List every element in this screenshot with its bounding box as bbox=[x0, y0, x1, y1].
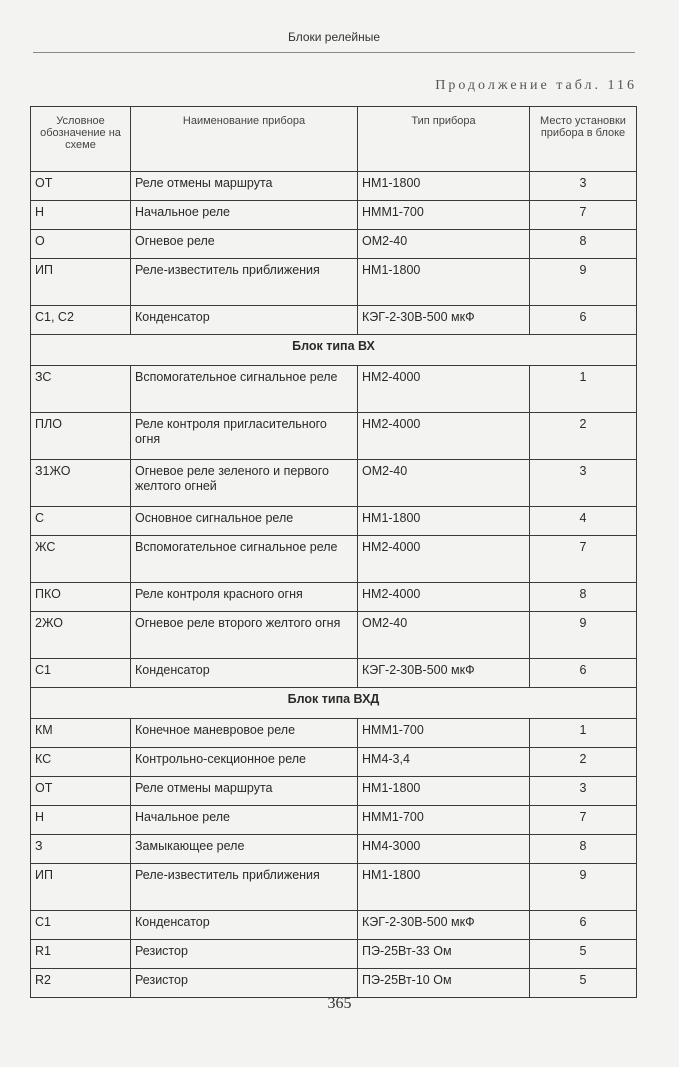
designation-cell: Н bbox=[31, 806, 131, 835]
mount-place-cell: 2 bbox=[530, 413, 637, 460]
table-row bbox=[31, 259, 637, 306]
device-type-cell: ОМ2-40 bbox=[358, 460, 530, 507]
device-type-cell: КЭГ-2-30В-500 мкФ bbox=[358, 306, 530, 335]
table-row bbox=[31, 306, 637, 335]
table-row bbox=[31, 172, 637, 201]
designation-cell: Н bbox=[31, 201, 131, 230]
device-name-cell: Конденсатор bbox=[131, 659, 358, 688]
designation-cell: О bbox=[31, 230, 131, 259]
device-name-cell: Огневое реле зеленого и первого желтого огней bbox=[131, 460, 358, 507]
device-type-cell: НМ1-1800 bbox=[358, 259, 530, 306]
table-row bbox=[31, 748, 637, 777]
mount-place-cell: 4 bbox=[530, 507, 637, 536]
designation-cell: КС bbox=[31, 748, 131, 777]
device-type-cell: НМ1-1800 bbox=[358, 507, 530, 536]
mount-place-cell: 8 bbox=[530, 230, 637, 259]
device-name-cell: Начальное реле bbox=[131, 806, 358, 835]
mount-place-cell: 3 bbox=[530, 777, 637, 806]
device-type-cell: НМ1-1800 bbox=[358, 864, 530, 911]
mount-place-cell: 3 bbox=[530, 460, 637, 507]
designation-cell: 2ЖО bbox=[31, 612, 131, 659]
relay-table bbox=[30, 106, 637, 998]
designation-cell: ОТ bbox=[31, 172, 131, 201]
page-number: 365 bbox=[327, 995, 352, 1012]
section-row bbox=[31, 688, 637, 719]
device-name-cell: Реле-известитель приближения bbox=[131, 864, 358, 911]
device-name-cell: Вспомогательное сигнальное реле bbox=[131, 366, 358, 413]
designation-cell: R1 bbox=[31, 940, 131, 969]
mount-place-cell: 2 bbox=[530, 748, 637, 777]
device-name-cell: Вспомогательное сигнальное реле bbox=[131, 536, 358, 583]
table-row bbox=[31, 460, 637, 507]
designation-cell: С1, С2 bbox=[31, 306, 131, 335]
device-name-cell: Начальное реле bbox=[131, 201, 358, 230]
table-header-row bbox=[31, 107, 637, 172]
device-type-cell: НМ4-3000 bbox=[358, 835, 530, 864]
device-type-cell: ПЭ-25Вт-33 Ом bbox=[358, 940, 530, 969]
mount-place-cell: 5 bbox=[530, 969, 637, 998]
device-name-cell: Замыкающее реле bbox=[131, 835, 358, 864]
designation-cell: ЗС bbox=[31, 366, 131, 413]
designation-cell: ЖС bbox=[31, 536, 131, 583]
mount-place-cell: 8 bbox=[530, 835, 637, 864]
device-name-cell: Огневое реле bbox=[131, 230, 358, 259]
table-row bbox=[31, 659, 637, 688]
mount-place-cell: 8 bbox=[530, 583, 637, 612]
section-title: Блок типа ВХД bbox=[31, 688, 637, 719]
device-type-cell: НМ2-4000 bbox=[358, 536, 530, 583]
device-type-cell: ОМ2-40 bbox=[358, 612, 530, 659]
device-type-cell: НМ1-1800 bbox=[358, 172, 530, 201]
device-name-cell: Реле-известитель приближения bbox=[131, 259, 358, 306]
device-type-cell: КЭГ-2-30В-500 мкФ bbox=[358, 659, 530, 688]
table-row bbox=[31, 507, 637, 536]
mount-place-cell: 7 bbox=[530, 201, 637, 230]
table-row bbox=[31, 719, 637, 748]
designation-cell: ОТ bbox=[31, 777, 131, 806]
device-name-cell: Резистор bbox=[131, 940, 358, 969]
designation-cell: С bbox=[31, 507, 131, 536]
table-row bbox=[31, 969, 637, 998]
device-type-cell: НМ2-4000 bbox=[358, 413, 530, 460]
designation-cell: КМ bbox=[31, 719, 131, 748]
device-type-cell: НМ2-4000 bbox=[358, 583, 530, 612]
mount-place-cell: 1 bbox=[530, 366, 637, 413]
device-type-cell: НММ1-700 bbox=[358, 719, 530, 748]
device-type-cell: НМ4-3,4 bbox=[358, 748, 530, 777]
mount-place-cell: 1 bbox=[530, 719, 637, 748]
mount-place-cell: 6 bbox=[530, 911, 637, 940]
designation-cell: R2 bbox=[31, 969, 131, 998]
designation-cell: С1 bbox=[31, 911, 131, 940]
table-row bbox=[31, 777, 637, 806]
table-row bbox=[31, 201, 637, 230]
designation-cell: ИП bbox=[31, 864, 131, 911]
table-row bbox=[31, 230, 637, 259]
designation-cell: ПКО bbox=[31, 583, 131, 612]
header-designation: Условное обозначение на схеме bbox=[31, 107, 131, 172]
table-body bbox=[31, 172, 637, 998]
header-mount-place: Место установки прибора в блоке bbox=[530, 107, 637, 172]
table-continuation-label: Продолжение табл. 116 bbox=[435, 78, 637, 93]
designation-cell: С1 bbox=[31, 659, 131, 688]
device-name-cell: Реле контроля пригласительного огня bbox=[131, 413, 358, 460]
mount-place-cell: 9 bbox=[530, 259, 637, 306]
device-type-cell: КЭГ-2-30В-500 мкФ bbox=[358, 911, 530, 940]
section-title: Блок типа ВХ bbox=[31, 335, 637, 366]
table-row bbox=[31, 612, 637, 659]
mount-place-cell: 5 bbox=[530, 940, 637, 969]
mount-place-cell: 6 bbox=[530, 306, 637, 335]
table-row bbox=[31, 366, 637, 413]
table-row bbox=[31, 583, 637, 612]
designation-cell: З1ЖО bbox=[31, 460, 131, 507]
table-row bbox=[31, 864, 637, 911]
device-name-cell: Реле контроля красного огня bbox=[131, 583, 358, 612]
device-name-cell: Контрольно-секционное реле bbox=[131, 748, 358, 777]
device-type-cell: ПЭ-25Вт-10 Ом bbox=[358, 969, 530, 998]
designation-cell: ИП bbox=[31, 259, 131, 306]
device-name-cell: Реле отмены маршрута bbox=[131, 777, 358, 806]
header-rule bbox=[33, 52, 635, 53]
device-name-cell: Резистор bbox=[131, 969, 358, 998]
section-row bbox=[31, 335, 637, 366]
table-row bbox=[31, 536, 637, 583]
mount-place-cell: 3 bbox=[530, 172, 637, 201]
header-device-name: Наименование прибора bbox=[131, 107, 358, 172]
table-row bbox=[31, 911, 637, 940]
device-type-cell: НММ1-700 bbox=[358, 201, 530, 230]
mount-place-cell: 7 bbox=[530, 806, 637, 835]
mount-place-cell: 9 bbox=[530, 864, 637, 911]
table-row bbox=[31, 806, 637, 835]
device-name-cell: Основное сигнальное реле bbox=[131, 507, 358, 536]
device-name-cell: Реле отмены маршрута bbox=[131, 172, 358, 201]
header-device-type: Тип прибора bbox=[358, 107, 530, 172]
mount-place-cell: 7 bbox=[530, 536, 637, 583]
device-name-cell: Конечное маневровое реле bbox=[131, 719, 358, 748]
device-type-cell: НМ2-4000 bbox=[358, 366, 530, 413]
device-type-cell: НММ1-700 bbox=[358, 806, 530, 835]
table-row bbox=[31, 940, 637, 969]
table-row bbox=[31, 835, 637, 864]
device-name-cell: Огневое реле второго желтого огня bbox=[131, 612, 358, 659]
table-row bbox=[31, 413, 637, 460]
device-name-cell: Конденсатор bbox=[131, 306, 358, 335]
mount-place-cell: 6 bbox=[530, 659, 637, 688]
running-head: Блоки релейные bbox=[287, 30, 381, 44]
device-name-cell: Конденсатор bbox=[131, 911, 358, 940]
designation-cell: ПЛО bbox=[31, 413, 131, 460]
device-type-cell: ОМ2-40 bbox=[358, 230, 530, 259]
designation-cell: З bbox=[31, 835, 131, 864]
mount-place-cell: 9 bbox=[530, 612, 637, 659]
device-type-cell: НМ1-1800 bbox=[358, 777, 530, 806]
